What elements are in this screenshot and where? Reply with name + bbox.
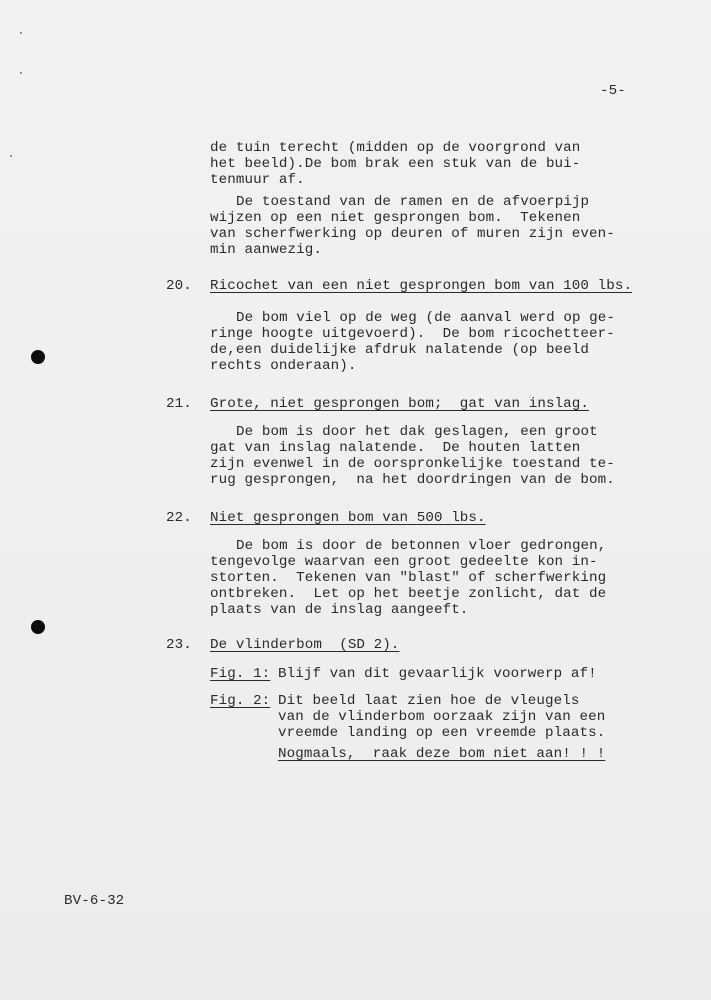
closing-warning: Nogmaals, raak deze bom niet aan! ! ! — [278, 746, 606, 762]
figure-line: vreemde landing op een vreemde plaats. — [278, 725, 606, 741]
speck — [20, 72, 22, 74]
body-line: zijn evenwel in de oorspronkelijke toestand te- — [210, 456, 615, 472]
intro-line: wijzen op een niet gesprongen bom. Tekenen — [210, 210, 581, 226]
intro-line: min aanwezig. — [210, 242, 322, 258]
speck — [20, 32, 22, 34]
body-line: rug gesprongen, na het doordringen van de bom. — [210, 472, 615, 488]
item-number: 20. — [166, 278, 192, 294]
intro-line: De toestand van de ramen en de afvoerpijp — [236, 194, 590, 210]
item-heading: Ricochet van een niet gesprongen bom van 100 lbs. — [210, 278, 633, 294]
figure-label: Fig. 1: — [210, 666, 271, 682]
item-number: 22. — [166, 510, 192, 526]
body-line: tengevolge waarvan een groot gedeelte kon in- — [210, 554, 598, 570]
speck — [10, 155, 12, 157]
punch-hole-top — [31, 350, 45, 364]
item-heading: De vlinderbom (SD 2). — [210, 637, 400, 653]
figure-line: van de vlinderbom oorzaak zijn van een — [278, 709, 606, 725]
intro-line: tenmuur af. — [210, 172, 305, 188]
body-line: rechts onderaan). — [210, 358, 357, 374]
body-line: ontbreken. Let op het beetje zonlicht, dat de — [210, 586, 607, 602]
body-line: plaats van de inslag aangeeft. — [210, 602, 469, 618]
body-line: De bom viel op de weg (de aanval werd op ge- — [236, 310, 616, 326]
page-number: -5- — [600, 83, 626, 99]
body-line: de,een duidelijke afdruk nalatende (op beeld — [210, 342, 590, 358]
intro-line: de tuin terecht (midden op de voorgrond van — [210, 140, 581, 156]
body-line: ringe hoogte uitgevoerd). De bom ricochetteer- — [210, 326, 615, 342]
body-line: gat van inslag nalatende. De houten latten — [210, 440, 581, 456]
document-code: BV-6-32 — [64, 893, 125, 909]
intro-line: het beeld).De bom brak een stuk van de bui- — [210, 156, 581, 172]
item-number: 23. — [166, 637, 192, 653]
punch-hole-bottom — [31, 620, 45, 634]
figure-line: Blijf van dit gevaarlijk voorwerp af! — [278, 666, 597, 682]
figure-line: Dit beeld laat zien hoe de vleugels — [278, 693, 580, 709]
intro-line: van scherfwerking op deuren of muren zijn even- — [210, 226, 615, 242]
figure-label: Fig. 2: — [210, 693, 271, 709]
body-line: De bom is door het dak geslagen, een groot — [236, 424, 598, 440]
body-line: storten. Tekenen van "blast" of scherfwerking — [210, 570, 607, 586]
body-line: De bom is door de betonnen vloer gedrongen, — [236, 538, 607, 554]
item-heading: Niet gesprongen bom van 500 lbs. — [210, 510, 486, 526]
item-number: 21. — [166, 396, 192, 412]
item-heading: Grote, niet gesprongen bom; gat van inslag. — [210, 396, 590, 412]
